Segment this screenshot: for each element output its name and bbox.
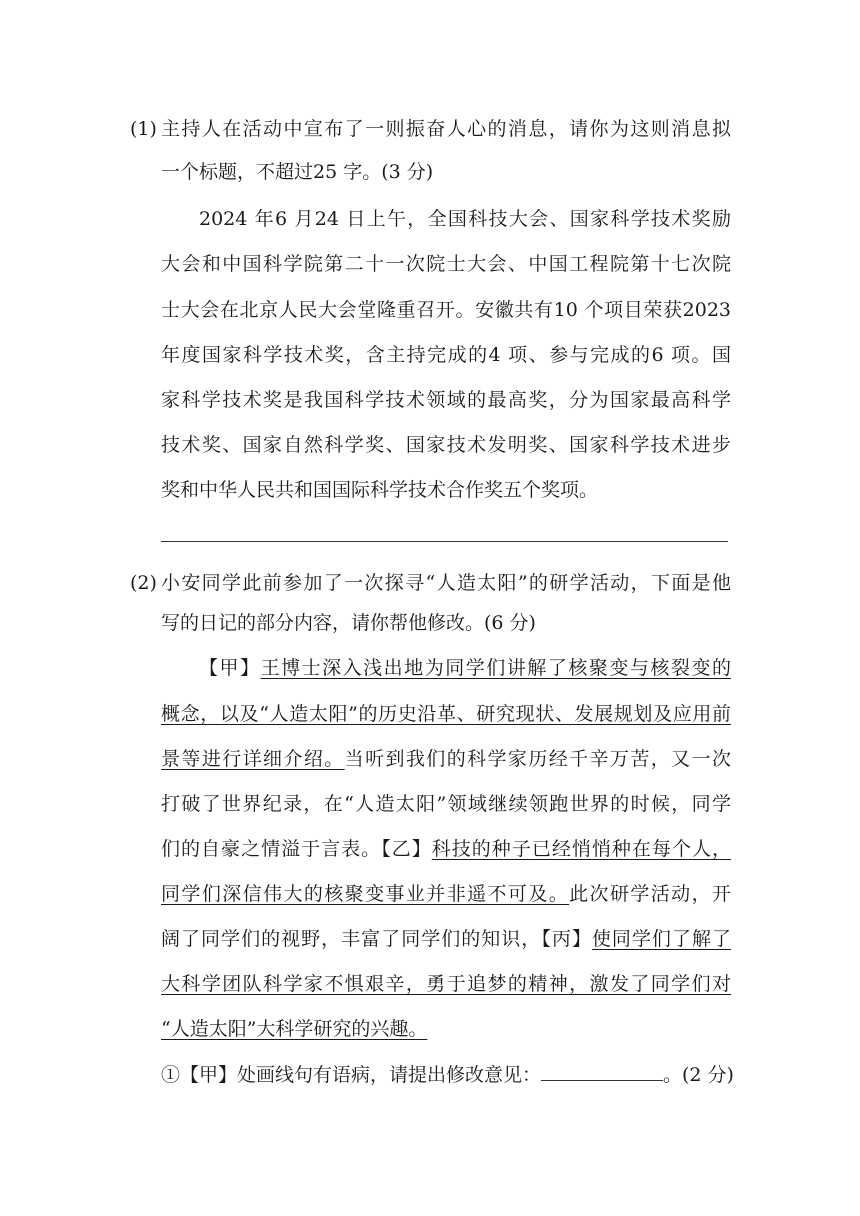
underlined-sentence-yi-cont: 同学们深信伟大的核聚变事业并非遥不可及。 [161, 883, 570, 905]
underlined-sentence-bing-cont: 大科学团队科学家不惧艰辛，勇于追梦的精神，激发了同学们对 [161, 973, 731, 995]
question-1-prompt-line-2: 一个标题，不超过25 字。(3 分) [161, 161, 434, 183]
diary-line-8 [161, 971, 731, 997]
diary-line-2 [161, 701, 731, 727]
diary-line-5 [161, 836, 731, 862]
question-1-number: (1) [130, 118, 157, 140]
diary-line-3 [161, 746, 731, 772]
underlined-sentence-bing: 使同学们了解了 [591, 928, 731, 950]
diary-text: 此次研学活动，开 [569, 883, 731, 905]
diary-line-9 [161, 1016, 731, 1042]
answer-line[interactable] [161, 541, 728, 542]
mark-bing: 【丙】 [541, 928, 592, 950]
sub-question-1-score: 。(2 分) [663, 1064, 734, 1086]
passage-line-5: 家科学技术奖是我国科学技术领域的最高奖，分为国家最高科学 [161, 389, 731, 411]
mark-yi: 【乙】 [381, 838, 432, 860]
passage-line-6: 技术奖、国家自然科学奖、国家技术发明奖、国家科学技术进步 [161, 434, 731, 456]
diary-line-4: 打破了世界纪录，在“人造太阳”领域继续领跑世界的时候，同学 [161, 793, 731, 815]
underlined-sentence-jia-cont: 概念，以及“人造太阳”的历史沿革、研究现状、发展规划及应用前 [161, 703, 731, 725]
question-1-prompt-line-1: 主持人在活动中宣布了一则振奋人心的消息，请你为这则消息拟 [161, 118, 731, 140]
diary-text: 们的自豪之情溢于言表。 [161, 838, 382, 860]
passage-line-3: 士大会在北京人民大会堂隆重召开。安徽共有10 个项目荣获2023 [161, 299, 731, 321]
underlined-sentence-yi: 科技的种子已经悄悄种在每个人， [431, 838, 731, 860]
underlined-sentence-bing-end: “人造太阳”大科学研究的兴趣。 [161, 1018, 428, 1040]
sub-question-1-blank[interactable] [541, 1062, 663, 1081]
question-2-prompt-line-1: 小安同学此前参加了一次探寻“人造太阳”的研学活动，下面是他 [161, 572, 731, 594]
mark-jia: 【甲】 [199, 657, 261, 679]
diary-line-7 [161, 926, 731, 952]
passage-line-2: 大会和中国科学院第二十一次院士大会、中国工程院第十七次院 [161, 253, 731, 275]
underlined-sentence-jia: 王博士深入浅出地为同学们讲解了核聚变与核裂变的 [260, 657, 731, 679]
diary-text: 阔了同学们的视野，丰富了同学们的知识， [161, 928, 542, 950]
passage-line-1: 2024 年6 月24 日上午，全国科技大会、国家科学技术奖励 [199, 208, 731, 230]
sub-question-1 [161, 1062, 734, 1088]
passage-line-4: 年度国家科学技术奖，含主持完成的4 项、参与完成的6 项。国 [161, 344, 731, 366]
question-2-number: (2) [130, 572, 157, 594]
diary-text: 当听到我们的科学家历经千辛万苦，又一次 [344, 748, 731, 770]
sub-question-1-prompt: ①【甲】处画线句有语病，请提出修改意见： [161, 1064, 542, 1086]
diary-line-1 [161, 655, 731, 681]
question-2-prompt-line-2: 写的日记的部分内容，请你帮他修改。(6 分) [161, 612, 536, 634]
passage-line-7: 奖和中华人民共和国国际科学技术合作奖五个奖项。 [161, 479, 599, 501]
diary-line-6 [161, 881, 731, 907]
underlined-sentence-jia-end: 景等进行详细介绍。 [161, 748, 345, 770]
